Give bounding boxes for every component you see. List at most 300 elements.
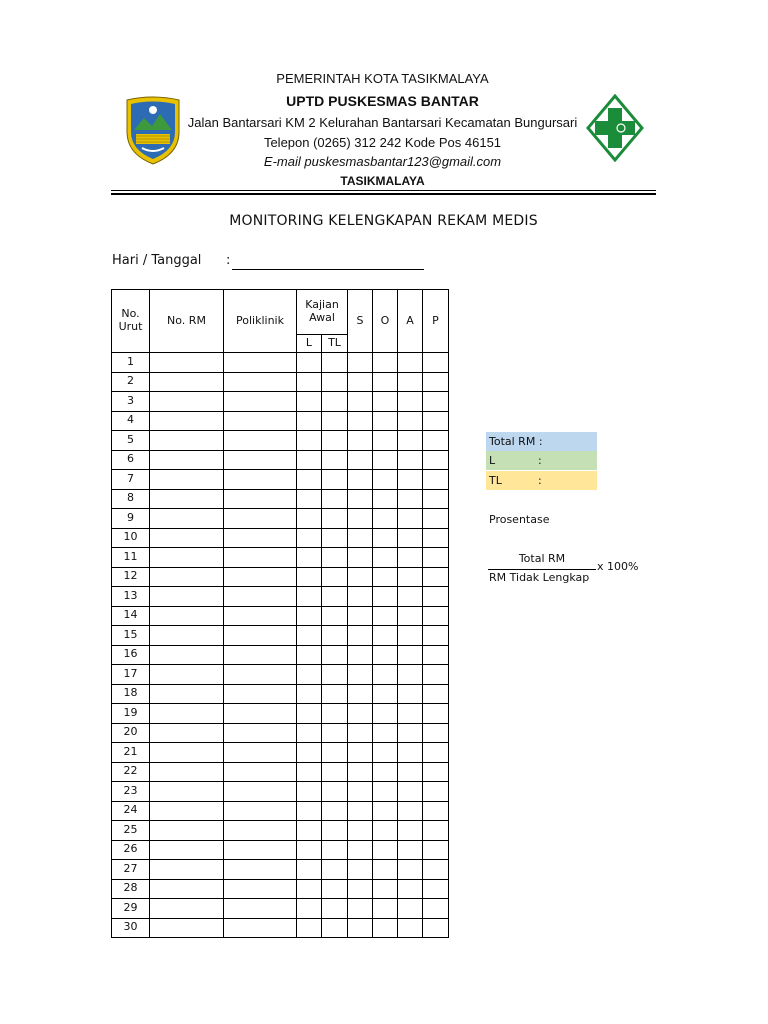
cell-a[interactable] — [398, 626, 423, 646]
cell-s[interactable] — [348, 821, 373, 841]
cell-a[interactable] — [398, 762, 423, 782]
cell-a[interactable] — [398, 665, 423, 685]
cell-s[interactable] — [348, 587, 373, 607]
cell-l[interactable] — [297, 665, 322, 685]
cell-p[interactable] — [423, 918, 449, 938]
cell-no-rm[interactable] — [150, 762, 224, 782]
cell-a[interactable] — [398, 489, 423, 509]
cell-l[interactable] — [297, 645, 322, 665]
cell-s[interactable] — [348, 762, 373, 782]
cell-p[interactable] — [423, 723, 449, 743]
date-input-line[interactable] — [232, 269, 424, 270]
cell-no-rm[interactable] — [150, 665, 224, 685]
document-title: MONITORING KELENGKAPAN REKAM MEDIS — [229, 213, 538, 229]
cell-poliklinik[interactable] — [224, 606, 297, 626]
table-row — [112, 626, 449, 646]
cell-tl[interactable] — [322, 879, 348, 899]
row-number: 2 — [112, 372, 150, 392]
cell-tl[interactable] — [322, 450, 348, 470]
cell-a[interactable] — [398, 684, 423, 704]
cell-no-rm[interactable] — [150, 821, 224, 841]
cell-a[interactable] — [398, 782, 423, 802]
table-body — [112, 353, 449, 938]
cell-l[interactable] — [297, 372, 322, 392]
cell-p[interactable] — [423, 762, 449, 782]
cell-poliklinik[interactable] — [224, 548, 297, 568]
cell-l[interactable] — [297, 353, 322, 373]
cell-poliklinik[interactable] — [224, 782, 297, 802]
cell-p[interactable] — [423, 528, 449, 548]
cell-o[interactable] — [373, 509, 398, 529]
cell-p[interactable] — [423, 392, 449, 412]
cell-tl[interactable] — [322, 743, 348, 763]
cell-s[interactable] — [348, 782, 373, 802]
cell-poliklinik[interactable] — [224, 470, 297, 490]
cell-o[interactable] — [373, 431, 398, 451]
cell-p[interactable] — [423, 606, 449, 626]
cell-p[interactable] — [423, 470, 449, 490]
cell-s[interactable] — [348, 528, 373, 548]
cell-s[interactable] — [348, 353, 373, 373]
phone-line: Telepon (0265) 312 242 Kode Pos 46151 — [263, 135, 502, 150]
cell-tl[interactable] — [322, 899, 348, 919]
city-name: TASIKMALAYA — [340, 174, 425, 188]
cell-o[interactable] — [373, 489, 398, 509]
cell-a[interactable] — [398, 704, 423, 724]
cell-s[interactable] — [348, 411, 373, 431]
cell-a[interactable] — [398, 353, 423, 373]
cell-poliklinik[interactable] — [224, 431, 297, 451]
table-row — [112, 548, 449, 568]
cell-a[interactable] — [398, 587, 423, 607]
cell-s[interactable] — [348, 840, 373, 860]
cell-a[interactable] — [398, 431, 423, 451]
cell-l[interactable] — [297, 860, 322, 880]
cell-o[interactable] — [373, 450, 398, 470]
cell-tl[interactable] — [322, 645, 348, 665]
cell-no-rm[interactable] — [150, 860, 224, 880]
cell-poliklinik[interactable] — [224, 723, 297, 743]
cell-s[interactable] — [348, 450, 373, 470]
row-number: 18 — [112, 684, 150, 704]
cell-a[interactable] — [398, 411, 423, 431]
table-row — [112, 704, 449, 724]
cell-o[interactable] — [373, 879, 398, 899]
cell-l[interactable] — [297, 684, 322, 704]
cell-a[interactable] — [398, 470, 423, 490]
cell-p[interactable] — [423, 353, 449, 373]
cell-a[interactable] — [398, 509, 423, 529]
cell-l[interactable] — [297, 606, 322, 626]
cell-no-rm[interactable] — [150, 372, 224, 392]
cell-l[interactable] — [297, 411, 322, 431]
cell-p[interactable] — [423, 665, 449, 685]
cell-tl[interactable] — [322, 489, 348, 509]
cell-o[interactable] — [373, 821, 398, 841]
cell-o[interactable] — [373, 353, 398, 373]
cell-no-rm[interactable] — [150, 782, 224, 802]
cell-tl[interactable] — [322, 626, 348, 646]
l-colon: : — [538, 454, 542, 467]
table-row — [112, 450, 449, 470]
cell-s[interactable] — [348, 665, 373, 685]
cell-poliklinik[interactable] — [224, 489, 297, 509]
cell-poliklinik[interactable] — [224, 587, 297, 607]
cell-s[interactable] — [348, 470, 373, 490]
table-row — [112, 782, 449, 802]
cell-l[interactable] — [297, 587, 322, 607]
cell-poliklinik[interactable] — [224, 665, 297, 685]
cell-o[interactable] — [373, 704, 398, 724]
cell-poliklinik[interactable] — [224, 918, 297, 938]
row-number: 27 — [112, 860, 150, 880]
row-number: 16 — [112, 645, 150, 665]
header-l: L — [297, 335, 322, 353]
cell-p[interactable] — [423, 431, 449, 451]
cell-o[interactable] — [373, 528, 398, 548]
cell-tl[interactable] — [322, 840, 348, 860]
cell-tl[interactable] — [322, 762, 348, 782]
cell-poliklinik[interactable] — [224, 840, 297, 860]
cell-o[interactable] — [373, 762, 398, 782]
cell-l[interactable] — [297, 743, 322, 763]
cell-s[interactable] — [348, 548, 373, 568]
row-number: 14 — [112, 606, 150, 626]
cell-tl[interactable] — [322, 353, 348, 373]
cell-tl[interactable] — [322, 392, 348, 412]
cell-l[interactable] — [297, 704, 322, 724]
cell-p[interactable] — [423, 411, 449, 431]
cell-a[interactable] — [398, 821, 423, 841]
table-row — [112, 411, 449, 431]
header-tl: TL — [322, 335, 348, 353]
cell-p[interactable] — [423, 840, 449, 860]
table-row — [112, 528, 449, 548]
cell-poliklinik[interactable] — [224, 626, 297, 646]
table-row — [112, 509, 449, 529]
cell-poliklinik[interactable] — [224, 372, 297, 392]
cell-a[interactable] — [398, 801, 423, 821]
cell-s[interactable] — [348, 860, 373, 880]
cell-o[interactable] — [373, 606, 398, 626]
cell-a[interactable] — [398, 606, 423, 626]
cell-no-rm[interactable] — [150, 801, 224, 821]
cell-s[interactable] — [348, 567, 373, 587]
header-no-rm: No. RM — [150, 290, 224, 353]
cell-tl[interactable] — [322, 548, 348, 568]
cell-a[interactable] — [398, 450, 423, 470]
cell-no-rm[interactable] — [150, 840, 224, 860]
cell-no-rm[interactable] — [150, 684, 224, 704]
cell-tl[interactable] — [322, 918, 348, 938]
header-divider-thin — [111, 190, 656, 191]
row-number: 26 — [112, 840, 150, 860]
cell-s[interactable] — [348, 743, 373, 763]
cell-poliklinik[interactable] — [224, 528, 297, 548]
cell-no-rm[interactable] — [150, 489, 224, 509]
cell-a[interactable] — [398, 899, 423, 919]
cell-p[interactable] — [423, 684, 449, 704]
cell-a[interactable] — [398, 392, 423, 412]
cell-p[interactable] — [423, 821, 449, 841]
row-number: 1 — [112, 353, 150, 373]
cell-s[interactable] — [348, 801, 373, 821]
cell-o[interactable] — [373, 840, 398, 860]
cell-l[interactable] — [297, 431, 322, 451]
table-row — [112, 665, 449, 685]
cell-p[interactable] — [423, 801, 449, 821]
cell-no-rm[interactable] — [150, 879, 224, 899]
cell-poliklinik[interactable] — [224, 801, 297, 821]
cell-tl[interactable] — [322, 470, 348, 490]
table-row — [112, 918, 449, 938]
cell-s[interactable] — [348, 879, 373, 899]
cell-tl[interactable] — [322, 509, 348, 529]
cell-p[interactable] — [423, 782, 449, 802]
cell-poliklinik[interactable] — [224, 392, 297, 412]
cell-no-rm[interactable] — [150, 567, 224, 587]
cell-no-rm[interactable] — [150, 353, 224, 373]
cell-poliklinik[interactable] — [224, 353, 297, 373]
cell-no-rm[interactable] — [150, 411, 224, 431]
cell-l[interactable] — [297, 567, 322, 587]
cell-tl[interactable] — [322, 684, 348, 704]
row-number: 9 — [112, 509, 150, 529]
cell-p[interactable] — [423, 509, 449, 529]
cell-o[interactable] — [373, 723, 398, 743]
cell-l[interactable] — [297, 528, 322, 548]
cell-tl[interactable] — [322, 431, 348, 451]
table-row — [112, 606, 449, 626]
table-row — [112, 860, 449, 880]
cell-a[interactable] — [398, 528, 423, 548]
table-row — [112, 899, 449, 919]
cell-s[interactable] — [348, 392, 373, 412]
cell-s[interactable] — [348, 645, 373, 665]
row-number: 7 — [112, 470, 150, 490]
cell-o[interactable] — [373, 743, 398, 763]
cell-poliklinik[interactable] — [224, 860, 297, 880]
cell-o[interactable] — [373, 801, 398, 821]
cell-tl[interactable] — [322, 587, 348, 607]
cell-no-rm[interactable] — [150, 470, 224, 490]
cell-l[interactable] — [297, 489, 322, 509]
cell-p[interactable] — [423, 879, 449, 899]
table-row — [112, 879, 449, 899]
cell-tl[interactable] — [322, 821, 348, 841]
cell-poliklinik[interactable] — [224, 704, 297, 724]
cell-poliklinik[interactable] — [224, 567, 297, 587]
cell-o[interactable] — [373, 918, 398, 938]
cell-o[interactable] — [373, 372, 398, 392]
cell-tl[interactable] — [322, 860, 348, 880]
cell-tl[interactable] — [322, 704, 348, 724]
cell-no-rm[interactable] — [150, 587, 224, 607]
header-kajian-awal: Kajian Awal — [297, 290, 348, 335]
address-line: Jalan Bantarsari KM 2 Kelurahan Bantarsari Kecamatan Bungursari — [187, 115, 578, 130]
table-row — [112, 470, 449, 490]
cell-o[interactable] — [373, 411, 398, 431]
cell-o[interactable] — [373, 684, 398, 704]
row-number: 24 — [112, 801, 150, 821]
cell-no-rm[interactable] — [150, 626, 224, 646]
cell-s[interactable] — [348, 899, 373, 919]
cell-a[interactable] — [398, 372, 423, 392]
cell-o[interactable] — [373, 899, 398, 919]
cell-poliklinik[interactable] — [224, 509, 297, 529]
cell-a[interactable] — [398, 567, 423, 587]
cell-o[interactable] — [373, 548, 398, 568]
row-number: 10 — [112, 528, 150, 548]
cell-o[interactable] — [373, 645, 398, 665]
cell-a[interactable] — [398, 723, 423, 743]
cell-a[interactable] — [398, 743, 423, 763]
cell-poliklinik[interactable] — [224, 743, 297, 763]
cell-no-rm[interactable] — [150, 704, 224, 724]
cell-no-rm[interactable] — [150, 392, 224, 412]
table-row — [112, 567, 449, 587]
cell-l[interactable] — [297, 899, 322, 919]
cell-p[interactable] — [423, 450, 449, 470]
cell-poliklinik[interactable] — [224, 899, 297, 919]
cell-poliklinik[interactable] — [224, 684, 297, 704]
cell-l[interactable] — [297, 626, 322, 646]
cell-s[interactable] — [348, 509, 373, 529]
cell-l[interactable] — [297, 762, 322, 782]
fraction-multiplier: x 100% — [597, 560, 639, 573]
cell-a[interactable] — [398, 548, 423, 568]
cell-tl[interactable] — [322, 567, 348, 587]
cell-l[interactable] — [297, 723, 322, 743]
row-number: 20 — [112, 723, 150, 743]
cell-no-rm[interactable] — [150, 645, 224, 665]
cell-l[interactable] — [297, 840, 322, 860]
cell-s[interactable] — [348, 626, 373, 646]
cell-a[interactable] — [398, 645, 423, 665]
cell-a[interactable] — [398, 918, 423, 938]
cell-poliklinik[interactable] — [224, 411, 297, 431]
cell-no-rm[interactable] — [150, 528, 224, 548]
row-number: 6 — [112, 450, 150, 470]
cell-poliklinik[interactable] — [224, 762, 297, 782]
cell-s[interactable] — [348, 723, 373, 743]
cell-s[interactable] — [348, 489, 373, 509]
cell-a[interactable] — [398, 860, 423, 880]
l-row — [486, 451, 597, 470]
table-row — [112, 723, 449, 743]
total-rm-row — [486, 432, 597, 451]
cell-s[interactable] — [348, 684, 373, 704]
cell-p[interactable] — [423, 372, 449, 392]
cell-s[interactable] — [348, 606, 373, 626]
cell-tl[interactable] — [322, 372, 348, 392]
row-number: 22 — [112, 762, 150, 782]
cell-p[interactable] — [423, 587, 449, 607]
cell-tl[interactable] — [322, 665, 348, 685]
cell-no-rm[interactable] — [150, 899, 224, 919]
cell-no-rm[interactable] — [150, 606, 224, 626]
cell-no-rm[interactable] — [150, 431, 224, 451]
cell-no-rm[interactable] — [150, 450, 224, 470]
cell-poliklinik[interactable] — [224, 645, 297, 665]
cell-no-rm[interactable] — [150, 548, 224, 568]
cell-l[interactable] — [297, 470, 322, 490]
cell-l[interactable] — [297, 782, 322, 802]
cell-o[interactable] — [373, 392, 398, 412]
cell-o[interactable] — [373, 860, 398, 880]
cell-l[interactable] — [297, 801, 322, 821]
cell-s[interactable] — [348, 431, 373, 451]
cell-no-rm[interactable] — [150, 743, 224, 763]
cell-s[interactable] — [348, 372, 373, 392]
cell-l[interactable] — [297, 509, 322, 529]
cell-p[interactable] — [423, 743, 449, 763]
cell-a[interactable] — [398, 879, 423, 899]
cell-p[interactable] — [423, 548, 449, 568]
cell-p[interactable] — [423, 489, 449, 509]
cell-o[interactable] — [373, 567, 398, 587]
cell-p[interactable] — [423, 860, 449, 880]
row-number: 8 — [112, 489, 150, 509]
cell-a[interactable] — [398, 840, 423, 860]
cell-l[interactable] — [297, 918, 322, 938]
cell-tl[interactable] — [322, 606, 348, 626]
cell-o[interactable] — [373, 587, 398, 607]
cell-p[interactable] — [423, 645, 449, 665]
cell-tl[interactable] — [322, 528, 348, 548]
cell-tl[interactable] — [322, 801, 348, 821]
cell-no-rm[interactable] — [150, 723, 224, 743]
cell-p[interactable] — [423, 704, 449, 724]
cell-o[interactable] — [373, 470, 398, 490]
table-row — [112, 353, 449, 373]
table-row — [112, 762, 449, 782]
cell-o[interactable] — [373, 782, 398, 802]
cell-no-rm[interactable] — [150, 509, 224, 529]
cell-o[interactable] — [373, 626, 398, 646]
cell-l[interactable] — [297, 879, 322, 899]
cell-l[interactable] — [297, 450, 322, 470]
cell-tl[interactable] — [322, 782, 348, 802]
cell-s[interactable] — [348, 918, 373, 938]
row-number: 3 — [112, 392, 150, 412]
fraction-denominator: RM Tidak Lengkap — [489, 571, 590, 584]
cell-p[interactable] — [423, 626, 449, 646]
cell-poliklinik[interactable] — [224, 821, 297, 841]
tl-row — [486, 471, 597, 490]
header-no-urut: No. Urut — [112, 290, 150, 353]
cell-poliklinik[interactable] — [224, 879, 297, 899]
total-rm-label: Total RM : — [489, 435, 543, 448]
cell-tl[interactable] — [322, 411, 348, 431]
table-row — [112, 801, 449, 821]
cell-no-rm[interactable] — [150, 918, 224, 938]
cell-l[interactable] — [297, 392, 322, 412]
monitoring-table — [111, 289, 449, 938]
header-divider-thick — [111, 193, 656, 195]
cell-p[interactable] — [423, 567, 449, 587]
cell-s[interactable] — [348, 704, 373, 724]
cell-tl[interactable] — [322, 723, 348, 743]
cell-poliklinik[interactable] — [224, 450, 297, 470]
cell-p[interactable] — [423, 899, 449, 919]
table-row — [112, 840, 449, 860]
cell-o[interactable] — [373, 665, 398, 685]
cell-l[interactable] — [297, 548, 322, 568]
l-label: L — [489, 454, 496, 467]
table-row — [112, 431, 449, 451]
cell-l[interactable] — [297, 821, 322, 841]
